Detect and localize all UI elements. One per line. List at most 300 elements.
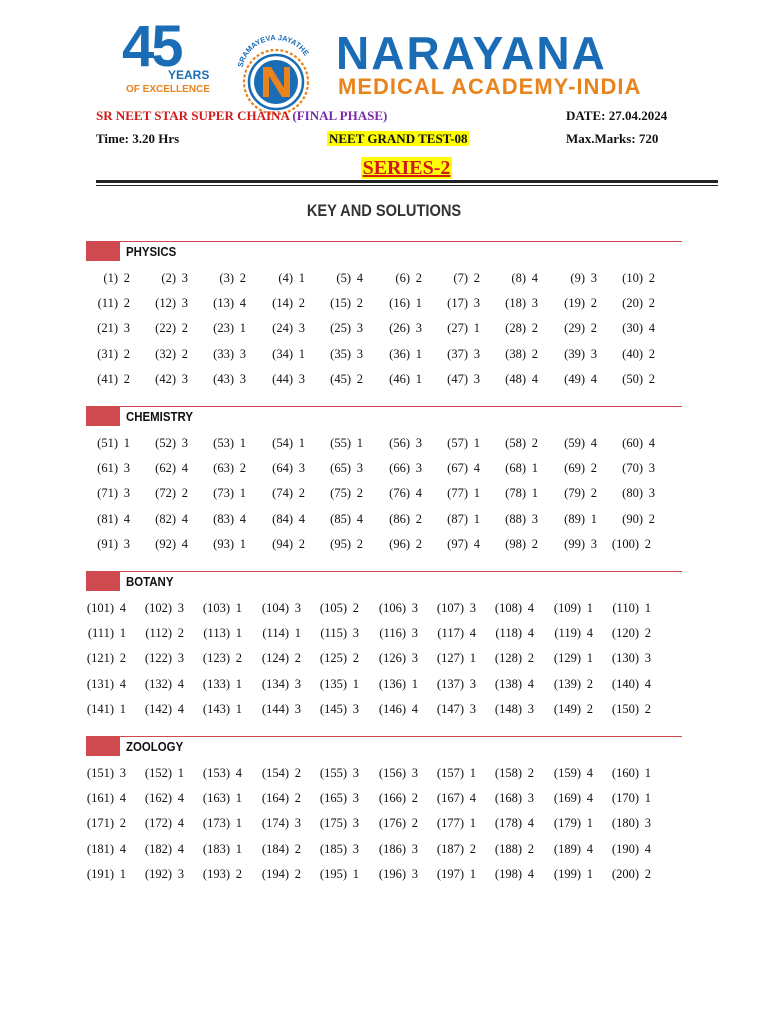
question-number: (137) (436, 676, 464, 691)
question-number: (127) (436, 651, 464, 666)
answer-item (206, 462, 246, 475)
question-number: (115) (320, 626, 347, 641)
question-number: (20) (622, 296, 643, 311)
answer-item (553, 817, 593, 830)
answer-item (615, 297, 655, 310)
question-number: (109) (553, 601, 581, 615)
answer-value: 2 (411, 816, 418, 831)
answer-value: 2 (644, 701, 651, 716)
answer-item (319, 817, 359, 830)
answer-value: 4 (648, 321, 655, 336)
answer-value: 3 (181, 436, 188, 450)
question-number: (123) (202, 651, 230, 666)
answer-value: 1 (415, 346, 422, 361)
question-number: (181) (86, 841, 114, 856)
answer-item (498, 322, 538, 335)
answer-item (144, 652, 184, 665)
answer-value: 1 (473, 486, 480, 501)
question-number: (14) (272, 296, 293, 311)
answer-value: 4 (527, 626, 534, 641)
question-number: (191) (86, 866, 114, 881)
question-number: (45) (330, 371, 351, 386)
answer-value: 2 (352, 651, 359, 666)
answer-item (436, 678, 476, 691)
question-number: (91) (97, 536, 118, 551)
answer-value: 3 (294, 701, 301, 716)
answer-value: 1 (235, 841, 242, 856)
answer-value: 1 (586, 816, 593, 831)
section-title-zoology: ZOOLOGY (126, 739, 184, 754)
question-number: (111) (87, 626, 114, 641)
answer-item (261, 817, 301, 830)
answer-value: 1 (352, 866, 359, 881)
answer-value: 2 (294, 841, 301, 856)
question-number: (134) (261, 676, 289, 691)
answer-item (440, 373, 480, 386)
answer-item (319, 868, 359, 881)
answer-item (553, 767, 593, 780)
answer-value: 3 (590, 346, 597, 361)
question-number: (132) (144, 676, 172, 691)
answer-item (90, 272, 130, 285)
answer-value: 2 (294, 651, 301, 666)
answer-value: 1 (411, 676, 418, 691)
question-number: (165) (319, 791, 347, 806)
answer-value: 2 (644, 866, 651, 881)
answer-value: 2 (415, 511, 422, 526)
answer-value: 4 (177, 816, 184, 831)
answer-item (498, 437, 538, 450)
answer-item (144, 843, 184, 856)
question-number: (157) (436, 766, 464, 780)
question-number: (38) (505, 346, 526, 361)
question-number: (101) (86, 601, 114, 615)
question-number: (16) (389, 296, 410, 311)
answer-item (206, 272, 246, 285)
answer-value: 1 (586, 866, 593, 881)
answer-item (202, 703, 242, 716)
answer-value: 1 (352, 676, 359, 691)
question-number: (52) (155, 436, 176, 450)
question-number: (7) (453, 271, 468, 285)
answer-item (557, 297, 597, 310)
answer-value: 1 (294, 626, 301, 641)
question-number: (58) (505, 436, 526, 450)
answer-value: 4 (119, 601, 126, 615)
answer-value: 3 (356, 321, 363, 336)
answer-item (611, 817, 651, 830)
answer-value: 1 (177, 766, 184, 780)
answer-value: 1 (644, 791, 651, 806)
question-number: (29) (564, 321, 585, 336)
answer-value: 3 (644, 651, 651, 666)
answer-item (265, 487, 305, 500)
answer-item (494, 703, 534, 716)
answer-value: 1 (644, 601, 651, 615)
question-number: (177) (436, 816, 464, 831)
answer-item (86, 678, 126, 691)
question-number: (54) (272, 436, 293, 450)
question-number: (5) (336, 271, 351, 285)
question-number: (78) (505, 486, 526, 501)
answer-item (378, 678, 418, 691)
answer-item (382, 513, 422, 526)
answer-value: 1 (415, 296, 422, 311)
answer-item (494, 792, 534, 805)
answer-value: 2 (239, 461, 246, 476)
answer-value: 3 (352, 626, 359, 641)
question-number: (100) (611, 536, 639, 551)
question-number: (3) (219, 271, 234, 285)
answer-item (498, 513, 538, 526)
batch-name: SR NEET STAR SUPER CHAINA (96, 108, 290, 123)
question-number: (189) (553, 841, 581, 856)
answer-value: 4 (586, 766, 593, 780)
question-number: (9) (570, 271, 585, 285)
answer-value: 2 (298, 296, 305, 311)
answer-item (494, 843, 534, 856)
answer-item (319, 678, 359, 691)
question-number: (17) (447, 296, 468, 311)
answer-value: 2 (298, 486, 305, 501)
question-number: (93) (213, 536, 234, 551)
section-rule (120, 241, 682, 242)
question-number: (159) (553, 766, 581, 780)
answer-value: 2 (352, 601, 359, 615)
answer-item (202, 817, 242, 830)
answer-item (261, 767, 301, 780)
answer-value: 3 (531, 296, 538, 311)
question-number: (11) (97, 296, 118, 311)
answer-value: 2 (469, 841, 476, 856)
answer-item (148, 348, 188, 361)
answer-item (323, 322, 363, 335)
answer-item (557, 462, 597, 475)
answer-item (206, 538, 246, 551)
answer-item (86, 817, 126, 830)
answer-value: 3 (177, 866, 184, 881)
answer-item (436, 767, 476, 780)
question-number: (41) (97, 371, 118, 386)
answer-value: 1 (235, 791, 242, 806)
question-number: (171) (86, 816, 114, 831)
answer-value: 2 (648, 371, 655, 386)
answer-item (440, 297, 480, 310)
answer-value: 4 (527, 816, 534, 831)
question-number: (158) (494, 766, 522, 780)
answer-value: 3 (352, 766, 359, 780)
question-number: (10) (622, 271, 643, 285)
answer-value: 2 (586, 676, 593, 691)
question-number: (75) (330, 486, 351, 501)
question-number: (116) (379, 626, 406, 641)
test-name (327, 132, 469, 145)
answer-value: 3 (415, 321, 422, 336)
question-number: (180) (611, 816, 639, 831)
question-number: (97) (447, 536, 468, 551)
answer-item (265, 322, 305, 335)
answer-item (436, 868, 476, 881)
answer-item (611, 678, 651, 691)
question-number: (70) (622, 461, 643, 476)
answer-value: 4 (177, 841, 184, 856)
answer-value: 3 (239, 346, 246, 361)
answer-value: 2 (590, 461, 597, 476)
answer-item (144, 767, 184, 780)
question-number: (81) (97, 511, 118, 526)
question-number: (31) (97, 346, 118, 361)
answer-item (553, 652, 593, 665)
question-number: (136) (378, 676, 406, 691)
answer-value: 1 (239, 536, 246, 551)
answer-item (319, 843, 359, 856)
answer-item (498, 272, 538, 285)
answer-item (265, 373, 305, 386)
answer-item (611, 538, 651, 551)
answer-item (144, 703, 184, 716)
answer-value: 2 (123, 296, 130, 311)
answer-item (553, 843, 593, 856)
answer-item (202, 678, 242, 691)
answer-item (90, 348, 130, 361)
answer-value: 4 (531, 271, 538, 285)
answer-value: 4 (123, 511, 130, 526)
exam-time: Time: 3.20 Hrs (96, 131, 180, 146)
answer-value: 2 (590, 296, 597, 311)
answer-item (440, 487, 480, 500)
question-number: (25) (330, 321, 351, 336)
answer-item (86, 652, 126, 665)
answer-item (382, 348, 422, 361)
answer-value: 1 (590, 511, 597, 526)
question-number: (99) (564, 536, 585, 551)
answer-value: 3 (590, 536, 597, 551)
answer-value: 2 (531, 536, 538, 551)
section-rule (120, 736, 682, 737)
answer-item (382, 272, 422, 285)
question-number: (129) (553, 651, 581, 666)
question-number: (21) (97, 321, 118, 336)
answer-item (86, 843, 126, 856)
answer-item (261, 602, 301, 615)
answer-value: 3 (294, 601, 301, 615)
answer-value: 4 (527, 601, 534, 615)
answer-value: 3 (469, 676, 476, 691)
answer-item (440, 538, 480, 551)
answer-value: 4 (644, 841, 651, 856)
question-number: (110) (612, 601, 639, 615)
answer-value: 3 (473, 371, 480, 386)
question-number: (121) (86, 651, 114, 666)
answer-item (611, 843, 651, 856)
answer-item (494, 767, 534, 780)
answer-value: 1 (235, 701, 242, 716)
answer-value: 1 (239, 436, 246, 450)
answer-item (436, 627, 476, 640)
answer-value: 1 (469, 651, 476, 666)
question-number: (26) (389, 321, 410, 336)
question-number: (76) (389, 486, 410, 501)
answer-item (611, 868, 651, 881)
question-number: (124) (261, 651, 289, 666)
question-number: (69) (564, 461, 585, 476)
answer-item (436, 703, 476, 716)
answer-item (553, 678, 593, 691)
answer-value: 1 (415, 371, 422, 386)
brand-subtitle: MEDICAL ACADEMY-INDIA (338, 74, 642, 99)
question-number: (49) (564, 371, 585, 386)
answer-value: 2 (648, 271, 655, 285)
section-title-physics: PHYSICS (126, 244, 177, 259)
max-marks: Max.Marks: 720 (566, 131, 659, 146)
answer-item (557, 513, 597, 526)
answer-value: 2 (648, 511, 655, 526)
question-number: (4) (278, 271, 293, 285)
question-number: (89) (564, 511, 585, 526)
question-number: (53) (213, 436, 234, 450)
answer-item (494, 817, 534, 830)
answer-value: 2 (123, 371, 130, 386)
answer-value: 1 (469, 816, 476, 831)
question-number: (71) (97, 486, 118, 501)
answer-item (553, 792, 593, 805)
section-marker (86, 736, 120, 756)
question-number: (198) (494, 866, 522, 881)
question-number: (199) (553, 866, 581, 881)
question-number: (194) (261, 866, 289, 881)
answer-value: 3 (473, 296, 480, 311)
answer-item (261, 868, 301, 881)
answer-value: 4 (586, 841, 593, 856)
question-number: (190) (611, 841, 639, 856)
answer-item (440, 322, 480, 335)
question-number: (86) (389, 511, 410, 526)
answer-value: 2 (235, 866, 242, 881)
question-number: (84) (272, 511, 293, 526)
brand-name: NARAYANA (336, 27, 607, 79)
answer-value: 3 (648, 486, 655, 501)
answer-value: 1 (123, 436, 130, 450)
answer-value: 1 (235, 601, 242, 615)
answer-value: 3 (590, 271, 597, 285)
answer-value: 2 (235, 651, 242, 666)
answer-value: 2 (356, 371, 363, 386)
answer-item (378, 627, 418, 640)
question-number: (151) (86, 766, 114, 780)
answer-value: 4 (235, 766, 242, 780)
answer-item (144, 678, 184, 691)
question-number: (39) (564, 346, 585, 361)
answer-value: 1 (473, 436, 480, 450)
answer-value: 3 (298, 321, 305, 336)
question-number: (114) (262, 626, 289, 641)
answer-value: 3 (469, 701, 476, 716)
question-number: (166) (378, 791, 406, 806)
question-number: (162) (144, 791, 172, 806)
answer-value: 1 (239, 486, 246, 501)
answer-value: 4 (473, 461, 480, 476)
answer-value: 3 (123, 321, 130, 336)
answer-item (498, 297, 538, 310)
question-number: (133) (202, 676, 230, 691)
answer-value: 2 (294, 866, 301, 881)
answer-item (202, 792, 242, 805)
answer-item (148, 462, 188, 475)
answer-item (378, 703, 418, 716)
answer-item (553, 868, 593, 881)
question-number: (87) (447, 511, 468, 526)
anniversary-logo (122, 14, 222, 102)
answer-item (615, 462, 655, 475)
answer-value: 1 (235, 676, 242, 691)
answer-item (382, 373, 422, 386)
question-number: (153) (202, 766, 230, 780)
answer-value: 2 (590, 486, 597, 501)
answer-value: 3 (415, 461, 422, 476)
question-number: (160) (611, 766, 639, 780)
answer-item (202, 652, 242, 665)
exam-date: DATE: 27.04.2024 (566, 108, 668, 123)
divider-thick (96, 180, 718, 183)
answer-value: 3 (527, 791, 534, 806)
question-number: (72) (155, 486, 176, 501)
answer-value: 1 (119, 866, 126, 881)
answer-value: 4 (356, 271, 363, 285)
answer-item (323, 538, 363, 551)
answer-item (148, 513, 188, 526)
answer-item (611, 703, 651, 716)
answer-item (265, 462, 305, 475)
answer-value: 1 (586, 651, 593, 666)
answer-item (323, 297, 363, 310)
logo-excellence: OF EXCELLENCE (126, 84, 210, 95)
answer-item (261, 792, 301, 805)
answer-value: 3 (356, 461, 363, 476)
answer-item (265, 538, 305, 551)
question-number: (105) (319, 601, 347, 615)
answer-item (86, 627, 126, 640)
answer-item (557, 487, 597, 500)
answer-item (382, 538, 422, 551)
answer-value: 3 (411, 866, 418, 881)
answer-item (202, 843, 242, 856)
answer-item (144, 792, 184, 805)
answer-value: 3 (123, 536, 130, 551)
answer-value: 1 (235, 816, 242, 831)
answer-value: 3 (411, 626, 418, 641)
test-name-text: NEET GRAND TEST-08 (329, 131, 468, 146)
answer-value: 4 (119, 676, 126, 691)
answer-item (557, 348, 597, 361)
answer-value: 1 (239, 321, 246, 336)
question-number: (106) (378, 601, 406, 615)
question-number: (154) (261, 766, 289, 780)
question-number: (68) (505, 461, 526, 476)
section-rule (120, 406, 682, 407)
answer-item (436, 652, 476, 665)
answer-item (206, 348, 246, 361)
question-number: (13) (213, 296, 234, 311)
question-number: (163) (202, 791, 230, 806)
answer-item (319, 602, 359, 615)
answer-item (319, 627, 359, 640)
answer-item (319, 703, 359, 716)
answer-item (319, 652, 359, 665)
answer-item (498, 462, 538, 475)
answer-value: 2 (473, 271, 480, 285)
question-number: (12) (155, 296, 176, 311)
answer-item (382, 437, 422, 450)
